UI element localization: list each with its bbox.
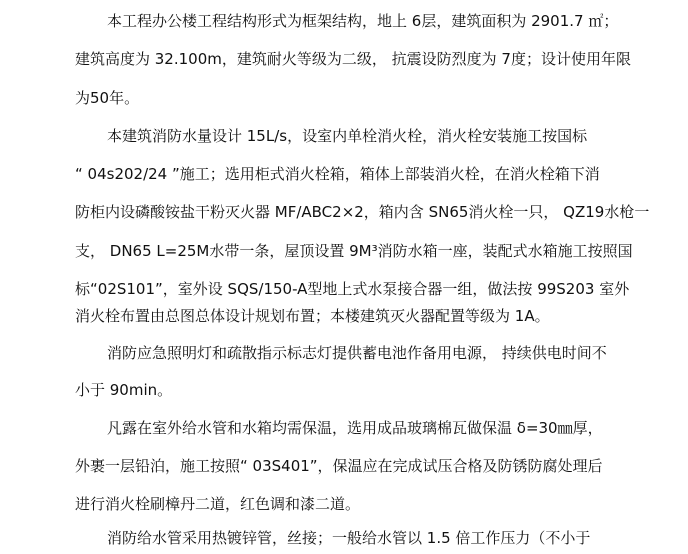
- text-line-14: 进行消火栓刷樟丹二道，红色调和漆二道。: [75, 495, 361, 513]
- text-line-13: 外裹一层铅泊，施工按照“ 03S401”，保温应在完成试压合格及防锈防腐处理后: [75, 457, 603, 475]
- text-line-2: 建筑高度为 32.100m，建筑耐火等级为二级， 抗震设防烈度为 7度；设计使用年限: [75, 50, 631, 68]
- text-line-10: 消防应急照明灯和疏散指示标志灯提供蓄电池作备用电源， 持续供电时间不: [107, 344, 607, 362]
- text-line-12: 凡露在室外给水管和水箱均需保温，选用成品玻璃棉瓦做保温 δ=30㎜厚，: [107, 419, 603, 437]
- text-line-11: 小于 90min。: [75, 381, 173, 399]
- text-line-7: 支， DN65 L=25M水带一条，屋顶设置 9M³消防水箱一座，装配式水箱施工按照国: [75, 242, 633, 260]
- text-line-5: “ 04s202/24 ”施工；选用柜式消火栓箱，箱体上部装消火栓，在消火栓箱下消: [75, 165, 600, 183]
- text-line-8: 标“02S101”，室外设 SQS/150-A型地上式水泵接合器一组，做法按 99S203 室外: [75, 280, 630, 298]
- text-line-1: 本工程办公楼工程结构形式为框架结构，地上 6层，建筑面积为 2901.7 ㎡；: [107, 12, 619, 30]
- text-line-4: 本建筑消防水量设计 15L/s，设室内单栓消火栓，消火栓安装施工按国标: [107, 127, 588, 145]
- text-line-6: 防柜内设磷酸铵盐干粉灭火器 MF/ABC2×2，箱内含 SN65消火栓一只， QZ19水枪一: [75, 203, 650, 221]
- text-line-15: 消防给水管采用热镀锌管，丝接；一般给水管以 1.5 倍工作压力（不小于: [107, 529, 591, 547]
- text-line-9: 消火栓布置由总图总体设计规划布置；本楼建筑灭火器配置等级为 1A。: [75, 307, 550, 325]
- text-line-3: 为50年。: [75, 89, 140, 107]
